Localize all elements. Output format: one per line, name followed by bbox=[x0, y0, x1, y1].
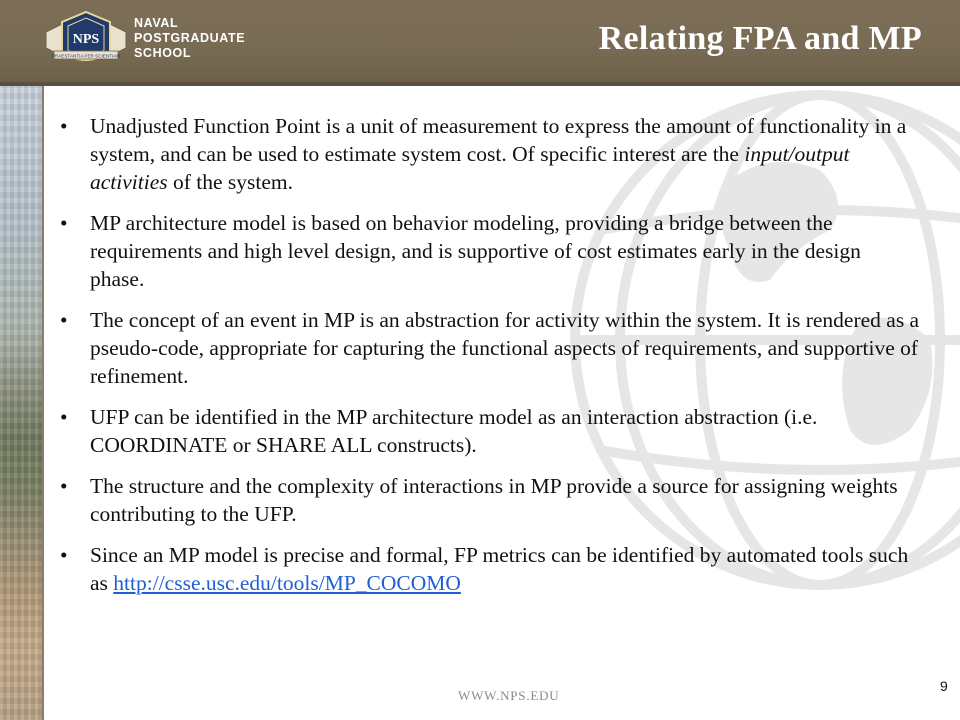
school-name-line: NAVAL bbox=[134, 16, 179, 30]
bullet-item bbox=[60, 112, 920, 196]
bullet-text: MP architecture model is based on behavior modeling, providing a bridge between the requirements and high level design, and is supportive of cost estimates early in the design phase. bbox=[90, 211, 861, 291]
campus-photo-strip bbox=[0, 86, 42, 720]
bullet-text: Since an MP model is precise and formal, FP metrics can be identified by automated tools such as bbox=[90, 543, 909, 595]
footer-url: WWW.NPS.EDU bbox=[458, 688, 560, 703]
bullet-emphasis: input/output activities bbox=[90, 142, 850, 194]
school-name-line: SCHOOL bbox=[134, 46, 192, 60]
bullet-item bbox=[60, 472, 920, 528]
bullet-list bbox=[60, 112, 920, 610]
school-name bbox=[134, 16, 245, 61]
mp-cocomo-link[interactable]: http://csse.usc.edu/tools/MP_COCOMO bbox=[113, 571, 461, 595]
bullet-item bbox=[60, 403, 920, 459]
bullet-marker: • bbox=[60, 114, 68, 138]
bullet-marker: • bbox=[60, 474, 68, 498]
bullet-marker: • bbox=[60, 405, 68, 429]
bullet-marker: • bbox=[60, 308, 68, 332]
bullet-text: of the system. bbox=[167, 170, 294, 194]
bullet-text: Unadjusted Function Point is a unit of measurement to express the amount of functionality in a system, and can be used to estimate system cost. Of specific interest are the bbox=[90, 114, 907, 166]
bullet-marker: • bbox=[60, 543, 68, 567]
photo-strip-divider bbox=[42, 86, 44, 720]
bullet-item bbox=[60, 306, 920, 390]
header-divider bbox=[0, 82, 960, 86]
nps-logo-icon bbox=[44, 10, 128, 70]
logo-motto: PRAESTANTIA PER SCIENTIAM bbox=[51, 53, 121, 59]
school-name-line: POSTGRADUATE bbox=[134, 31, 246, 45]
bullet-text: The structure and the complexity of interactions in MP provide a source for assigning weights contributing to the UFP. bbox=[90, 474, 898, 526]
bullet-marker: • bbox=[60, 211, 68, 235]
bullet-item bbox=[60, 541, 920, 597]
logo-text: NPS bbox=[72, 32, 100, 47]
bullet-text: UFP can be identified in the MP architecture model as an interaction abstraction (i.e. COORDINATE or SHARE ALL constructs). bbox=[90, 405, 818, 457]
bullet-text: The concept of an event in MP is an abstraction for activity within the system. It is rendered as a pseudo-code, appropriate for capturing the functional aspects of requirements, and supportive of refinement. bbox=[90, 308, 920, 388]
bullet-item bbox=[60, 209, 920, 293]
slide-title: Relating FPA and MP bbox=[598, 20, 922, 57]
page-number: 9 bbox=[940, 678, 948, 694]
